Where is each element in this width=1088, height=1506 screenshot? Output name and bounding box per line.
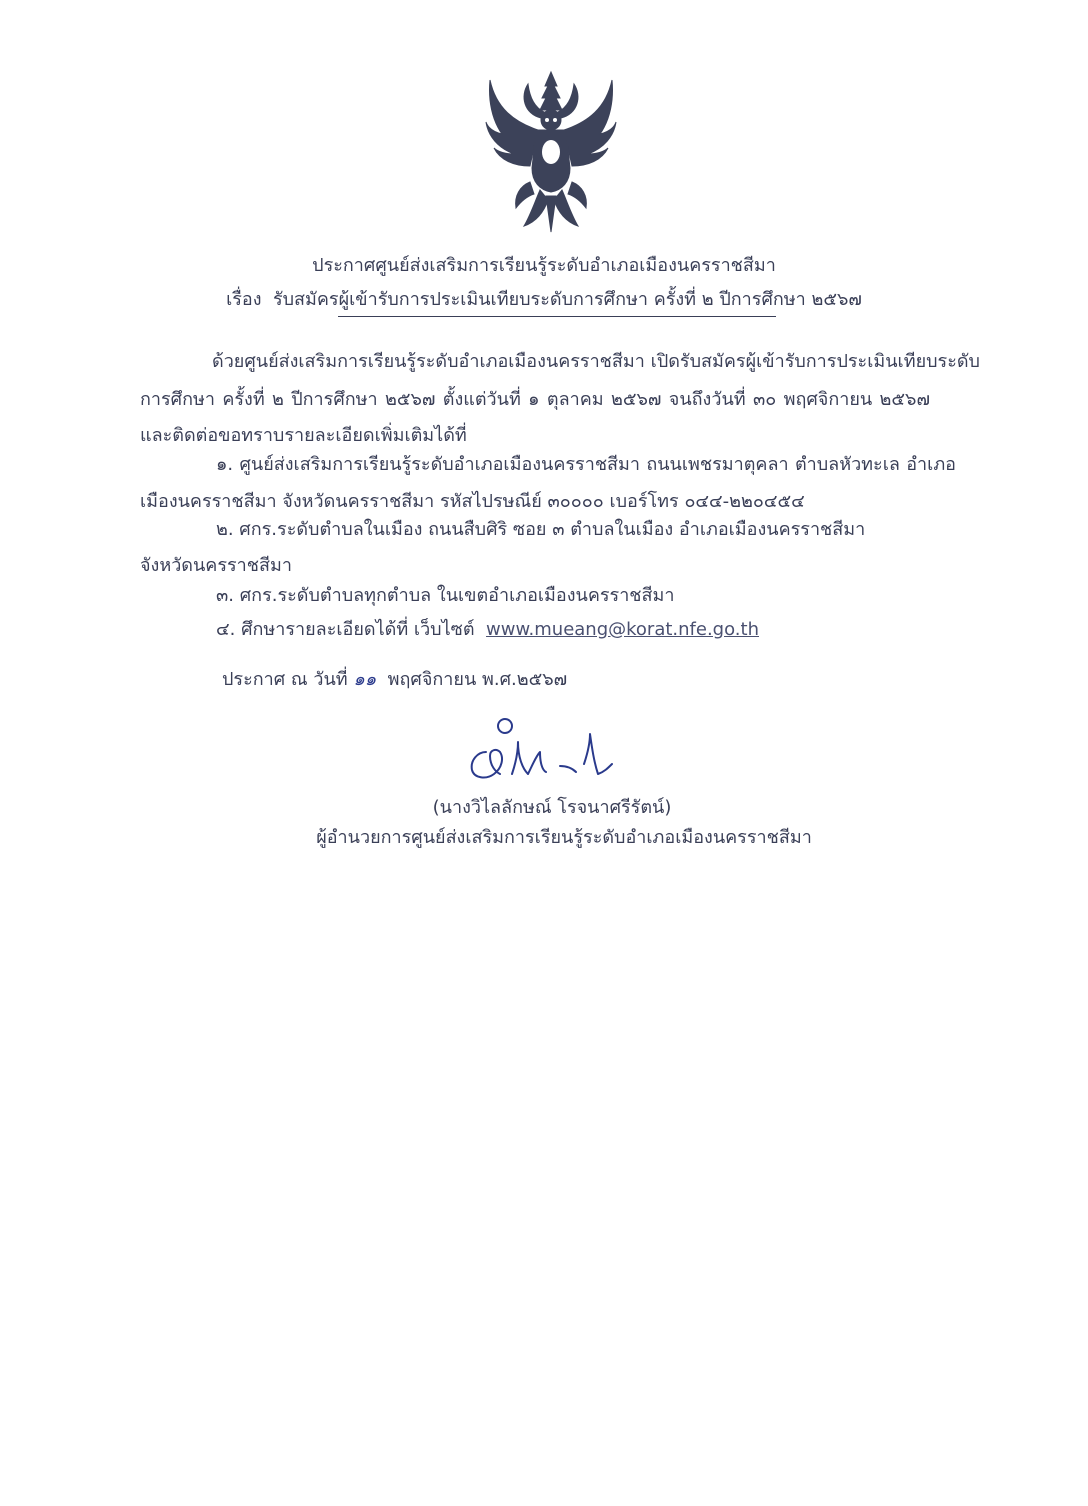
date-prefix: ประกาศ ณ วันที่ [222,669,348,690]
list-item-4 [216,618,759,642]
announcement-date [222,668,567,692]
intro-line-3: และติดต่อขอทราบรายละเอียดเพิ่มเติมได้ที่ [140,425,467,446]
intro-line-1: ด้วยศูนย์ส่งเสริมการเรียนรู้ระดับอำเภอเมืองนครราชสีมา เปิดรับสมัครผู้เข้ารับการประเมินเทียบระดับ [212,351,980,372]
garuda-emblem-icon [484,70,618,234]
list-item-4-label: ๔. ศึกษารายละเอียดได้ที่ เว็บไซต์ [216,619,475,640]
intro-line-2: การศึกษา ครั้งที่ ๒ ปีการศึกษา ๒๕๖๗ ตั้งแต่วันที่ ๑ ตุลาคม ๒๕๖๗ จนถึงวันที่ ๓๐ พฤศจิกายน ๒๕๖๗ [140,389,930,410]
list-item-1-line-2: เมืองนครราชสีมา จังหวัดนครราชสีมา รหัสไปรษณีย์ ๓๐๐๐๐ เบอร์โทร ๐๔๔-๒๒๐๔๕๔ [140,491,805,512]
handwritten-signature [456,712,646,784]
list-item-3: ๓. ศกร.ระดับตำบลทุกตำบล ในเขตอำเภอเมืองนครราชสีมา [216,585,675,606]
signatory-name: (นางวิไลลักษณ์ โรจนาศรีรัตน์) [432,797,672,818]
list-item-1-line-1: ๑. ศูนย์ส่งเสริมการเรียนรู้ระดับอำเภอเมืองนครราชสีมา ถนนเพชรมาตุคลา ตำบลหัวทะเล อำเภอ [216,454,956,475]
subject-text: รับสมัครผู้เข้ารับการประเมินเทียบระดับการศึกษา ครั้งที่ ๒ ปีการศึกษา ๒๕๖๗ [272,289,862,310]
date-suffix: พฤศจิกายน พ.ศ.๒๕๖๗ [387,669,568,690]
announcement-subject [0,288,1088,312]
subject-label: เรื่อง [226,289,262,310]
list-item-2-line-2: จังหวัดนครราชสีมา [140,555,292,576]
subject-underline [338,316,776,317]
signatory-position: ผู้อำนวยการศูนย์ส่งเสริมการเรียนรู้ระดับอำเภอเมืองนครราชสีมา [316,827,812,848]
date-day: ๑๑ [353,669,377,690]
list-item-2-line-1: ๒. ศกร.ระดับตำบลในเมือง ถนนสืบศิริ ซอย ๓ ตำบลในเมือง อำเภอเมืองนครราชสีมา [216,519,866,540]
announcement-title: ประกาศศูนย์ส่งเสริมการเรียนรู้ระดับอำเภอเมืองนครราชสีมา [312,255,776,276]
website-link[interactable]: www.mueang@korat.nfe.go.th [486,619,759,640]
